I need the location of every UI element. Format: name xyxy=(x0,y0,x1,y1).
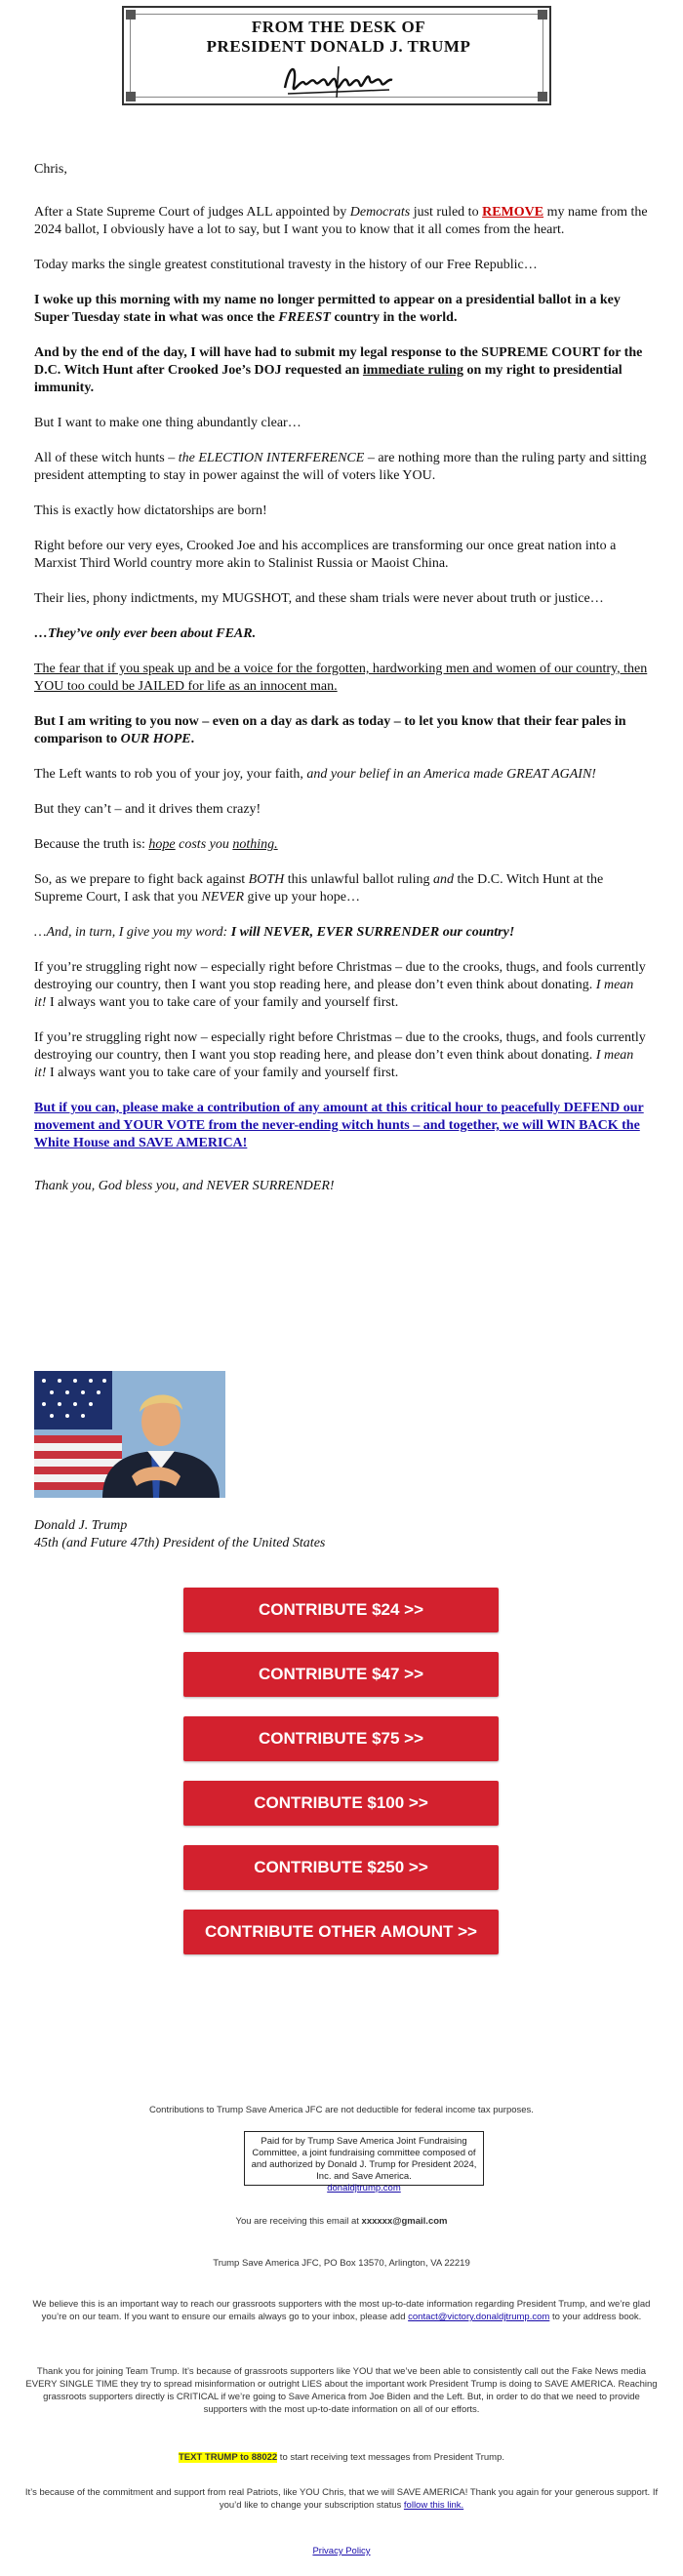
remove-link[interactable]: REMOVE xyxy=(482,205,544,220)
letterhead xyxy=(122,6,551,105)
paragraph: This is exactly how dictatorships are born! xyxy=(34,503,267,518)
text: So, as we prepare to fight back against xyxy=(34,872,249,887)
paragraph xyxy=(34,292,649,327)
paid-for-text: Paid for by Trump Save America Joint Fundraising Committee, a joint fundraising committee composed of and authorized by Donald J. Trump for President 2024, Inc. and Save America. xyxy=(251,2136,477,2182)
text: …And, in turn, I give you my word: xyxy=(34,925,231,940)
text: and your belief in an America made GREAT AGAIN! xyxy=(306,767,596,782)
contact-email-link[interactable]: contact@victory.donaldjtrump.com xyxy=(408,2312,550,2322)
paid-for-link[interactable]: donaldjtrump.com xyxy=(327,2183,401,2194)
closing: Thank you, God bless you, and NEVER SURRENDER! xyxy=(34,1179,335,1193)
text: And by the end of the day, I will have had to submit my legal response to the SUPREME COURT for the D.C. Witch Hunt after Crooked Joe’s DOJ requested an xyxy=(34,345,643,378)
signature-image xyxy=(280,59,397,102)
paragraph xyxy=(34,766,649,784)
text: I mean it! xyxy=(34,978,634,1010)
paragraph xyxy=(34,959,649,1012)
paragraph xyxy=(34,836,649,854)
paragraph: Their lies, phony indictments, my MUGSHOT, and these sham trials were never about truth or justice… xyxy=(34,591,604,606)
paragraph xyxy=(34,1029,649,1082)
greeting: Chris, xyxy=(34,162,67,177)
text: BOTH xyxy=(248,872,285,887)
paragraph xyxy=(34,713,649,748)
paragraph: Right before our very eyes, Crooked Joe and his accomplices are transforming our once great nation into a Marxist Third World country more akin to Stalinist Russia or Maoist China. xyxy=(34,539,617,571)
tax-disclaimer: Contributions to Trump Save America JFC are not deductible for federal income tax purposes. xyxy=(149,2105,534,2115)
text: my name from the 2024 ballot, I obviously have a lot to say, but I want you to know that it all comes from the heart. xyxy=(34,205,648,237)
text: this unlawful ballot ruling xyxy=(284,872,434,887)
text: immediate ruling xyxy=(362,363,463,378)
text: I always want you to take care of your family and yourself first. xyxy=(46,995,399,1010)
donate-link[interactable]: But if you can, please make a contribution of any amount at this critical hour to peacefully DEFEND our movement and YOUR VOTE from the never-ending witch hunts – and together, we will WIN BACK the White House and SAVE AMERICA! xyxy=(34,1101,644,1150)
contribute-250-button[interactable]: CONTRIBUTE $250 >> xyxy=(183,1845,499,1890)
text: The Left wants to rob you of your joy, your faith, xyxy=(34,767,307,782)
text: You are receiving this email at xyxy=(235,2216,362,2227)
text: give up your hope… xyxy=(244,890,361,905)
paragraph xyxy=(34,450,649,485)
text: I always want you to take care of your family and yourself first. xyxy=(46,1066,399,1080)
letterhead-title xyxy=(124,18,553,57)
trump-photo xyxy=(34,1371,225,1498)
contribute-other-button[interactable]: CONTRIBUTE OTHER AMOUNT >> xyxy=(183,1910,499,1954)
text: the D.C. Witch Hunt at the Supreme Court, I ask that you xyxy=(34,872,604,905)
text: NEVER xyxy=(201,890,245,905)
letter-body xyxy=(34,161,649,1213)
contribute-47-button[interactable]: CONTRIBUTE $47 >> xyxy=(183,1652,499,1697)
signature-block xyxy=(34,1517,325,1552)
contribute-100-button[interactable]: CONTRIBUTE $100 >> xyxy=(183,1781,499,1826)
text: I mean it! xyxy=(34,1048,634,1080)
text-opt-in xyxy=(24,2451,659,2464)
thank-you-note: Thank you for joining Team Trump. It’s because of grassroots supporters like YOU that we’ve been able to consistently call out the Fake News media EVERY SINGLE TIME they try to spread misinformation or outright LIES about the important work President Trump is doing to SAVE AMERICA. Reaching grassroots supporters directly is CRITICAL if we’re going to Save America from Joe Biden and the Left. But, in order to do that we need to provide supporters with the most up-to-date information on all of our efforts. xyxy=(25,2366,658,2415)
text: Democrats xyxy=(349,205,411,220)
paragraph: …They’ve only ever been about FEAR. xyxy=(34,626,257,641)
paragraph xyxy=(34,204,649,239)
text: I woke up this morning with my name no longer permitted to appear on a presidential ballot in a key Super Tuesday state in what was once the xyxy=(34,293,621,325)
text: All of these witch hunts – xyxy=(34,451,179,465)
mailing-address: Trump Save America JFC, PO Box 13570, Arlington, VA 22219 xyxy=(213,2258,470,2269)
text: hope xyxy=(148,837,176,852)
paragraph: But I want to make one thing abundantly clear… xyxy=(34,416,301,430)
text: and xyxy=(433,872,455,887)
text: – are nothing more than the ruling party and sitting president attempting to stay in power against the will of voters like YOU. xyxy=(34,451,647,483)
text: OUR HOPE xyxy=(120,732,191,746)
text: I will NEVER, EVER SURRENDER our country! xyxy=(230,925,515,940)
text: If you’re struggling right now – especially right before Christmas – due to the crooks, thugs, and fools currently destroying our country, then I want you stop reading here, and please don’t even think about donating. xyxy=(34,960,646,992)
paragraph: But they can’t – and it drives them crazy! xyxy=(34,802,261,817)
signature-title: 45th (and Future 47th) President of the United States xyxy=(34,1536,326,1550)
corner-ornament xyxy=(538,92,547,101)
contribute-75-button[interactable]: CONTRIBUTE $75 >> xyxy=(183,1716,499,1761)
text: nothing. xyxy=(232,837,278,852)
letterhead-line2: PRESIDENT DONALD J. TRUMP xyxy=(206,37,471,56)
text: If you’re struggling right now – especially right before Christmas – due to the crooks, thugs, and fools currently destroying our country, then I want you stop reading here, and please don’t even think about donating. xyxy=(34,1030,646,1063)
paragraph xyxy=(34,924,649,942)
recipient-email: xxxxxx@gmail.com xyxy=(361,2216,448,2227)
receiving-email-line xyxy=(24,2215,659,2228)
privacy-policy-link[interactable]: Privacy Policy xyxy=(312,2546,371,2556)
address-book-note xyxy=(24,2298,659,2323)
paragraph xyxy=(34,1100,649,1152)
privacy-line xyxy=(24,2545,659,2557)
letterhead-line1: FROM THE DESK OF xyxy=(251,18,426,36)
text: the ELECTION INTERFERENCE xyxy=(178,451,365,465)
text: . xyxy=(190,732,195,746)
text: After a State Supreme Court of judges ALL appointed by xyxy=(34,205,350,220)
text: to your address book. xyxy=(549,2312,642,2322)
paragraph: The fear that if you speak up and be a voice for the forgotten, hardworking men and women of our country, then YOU too could be JAILED for life as an innocent man. xyxy=(34,662,648,694)
subscription-note xyxy=(24,2486,659,2512)
text-trump-highlight: TEXT TRUMP to 88022 xyxy=(178,2452,278,2463)
text: Because the truth is: xyxy=(34,837,149,852)
text: We believe this is an important way to reach our grassroots supporters with the most up-to-date information regarding President Trump, and we’re glad you’re on our team. If you want to ensure our emails always go to your inbox, please add xyxy=(32,2299,651,2322)
signature-name: Donald J. Trump xyxy=(34,1518,128,1533)
paragraph xyxy=(34,871,649,906)
text: costs you xyxy=(175,837,233,852)
text: just ruled to xyxy=(410,205,483,220)
paid-for-box xyxy=(244,2131,484,2194)
paragraph: Today marks the single greatest constitutional travesty in the history of our Free Republic… xyxy=(34,258,538,272)
text: It’s because of the commitment and support from real Patriots, like YOU Chris, that we will SAVE AMERICA! Thank you again for your generous support. If you’d like to change your subscription status xyxy=(24,2487,659,2511)
text: country in the world. xyxy=(330,310,458,325)
contribute-24-button[interactable]: CONTRIBUTE $24 >> xyxy=(183,1588,499,1632)
subscription-link[interactable]: follow this link. xyxy=(403,2500,464,2511)
text: But I am writing to you now – even on a day as dark as today – to let you know that their fear pales in comparison to xyxy=(34,714,626,746)
text: FREEST xyxy=(278,310,331,325)
corner-ornament xyxy=(126,92,136,101)
paragraph xyxy=(34,344,649,397)
text: on my right to presidential immunity. xyxy=(34,363,623,395)
text: to start receiving text messages from President Trump. xyxy=(277,2452,505,2463)
